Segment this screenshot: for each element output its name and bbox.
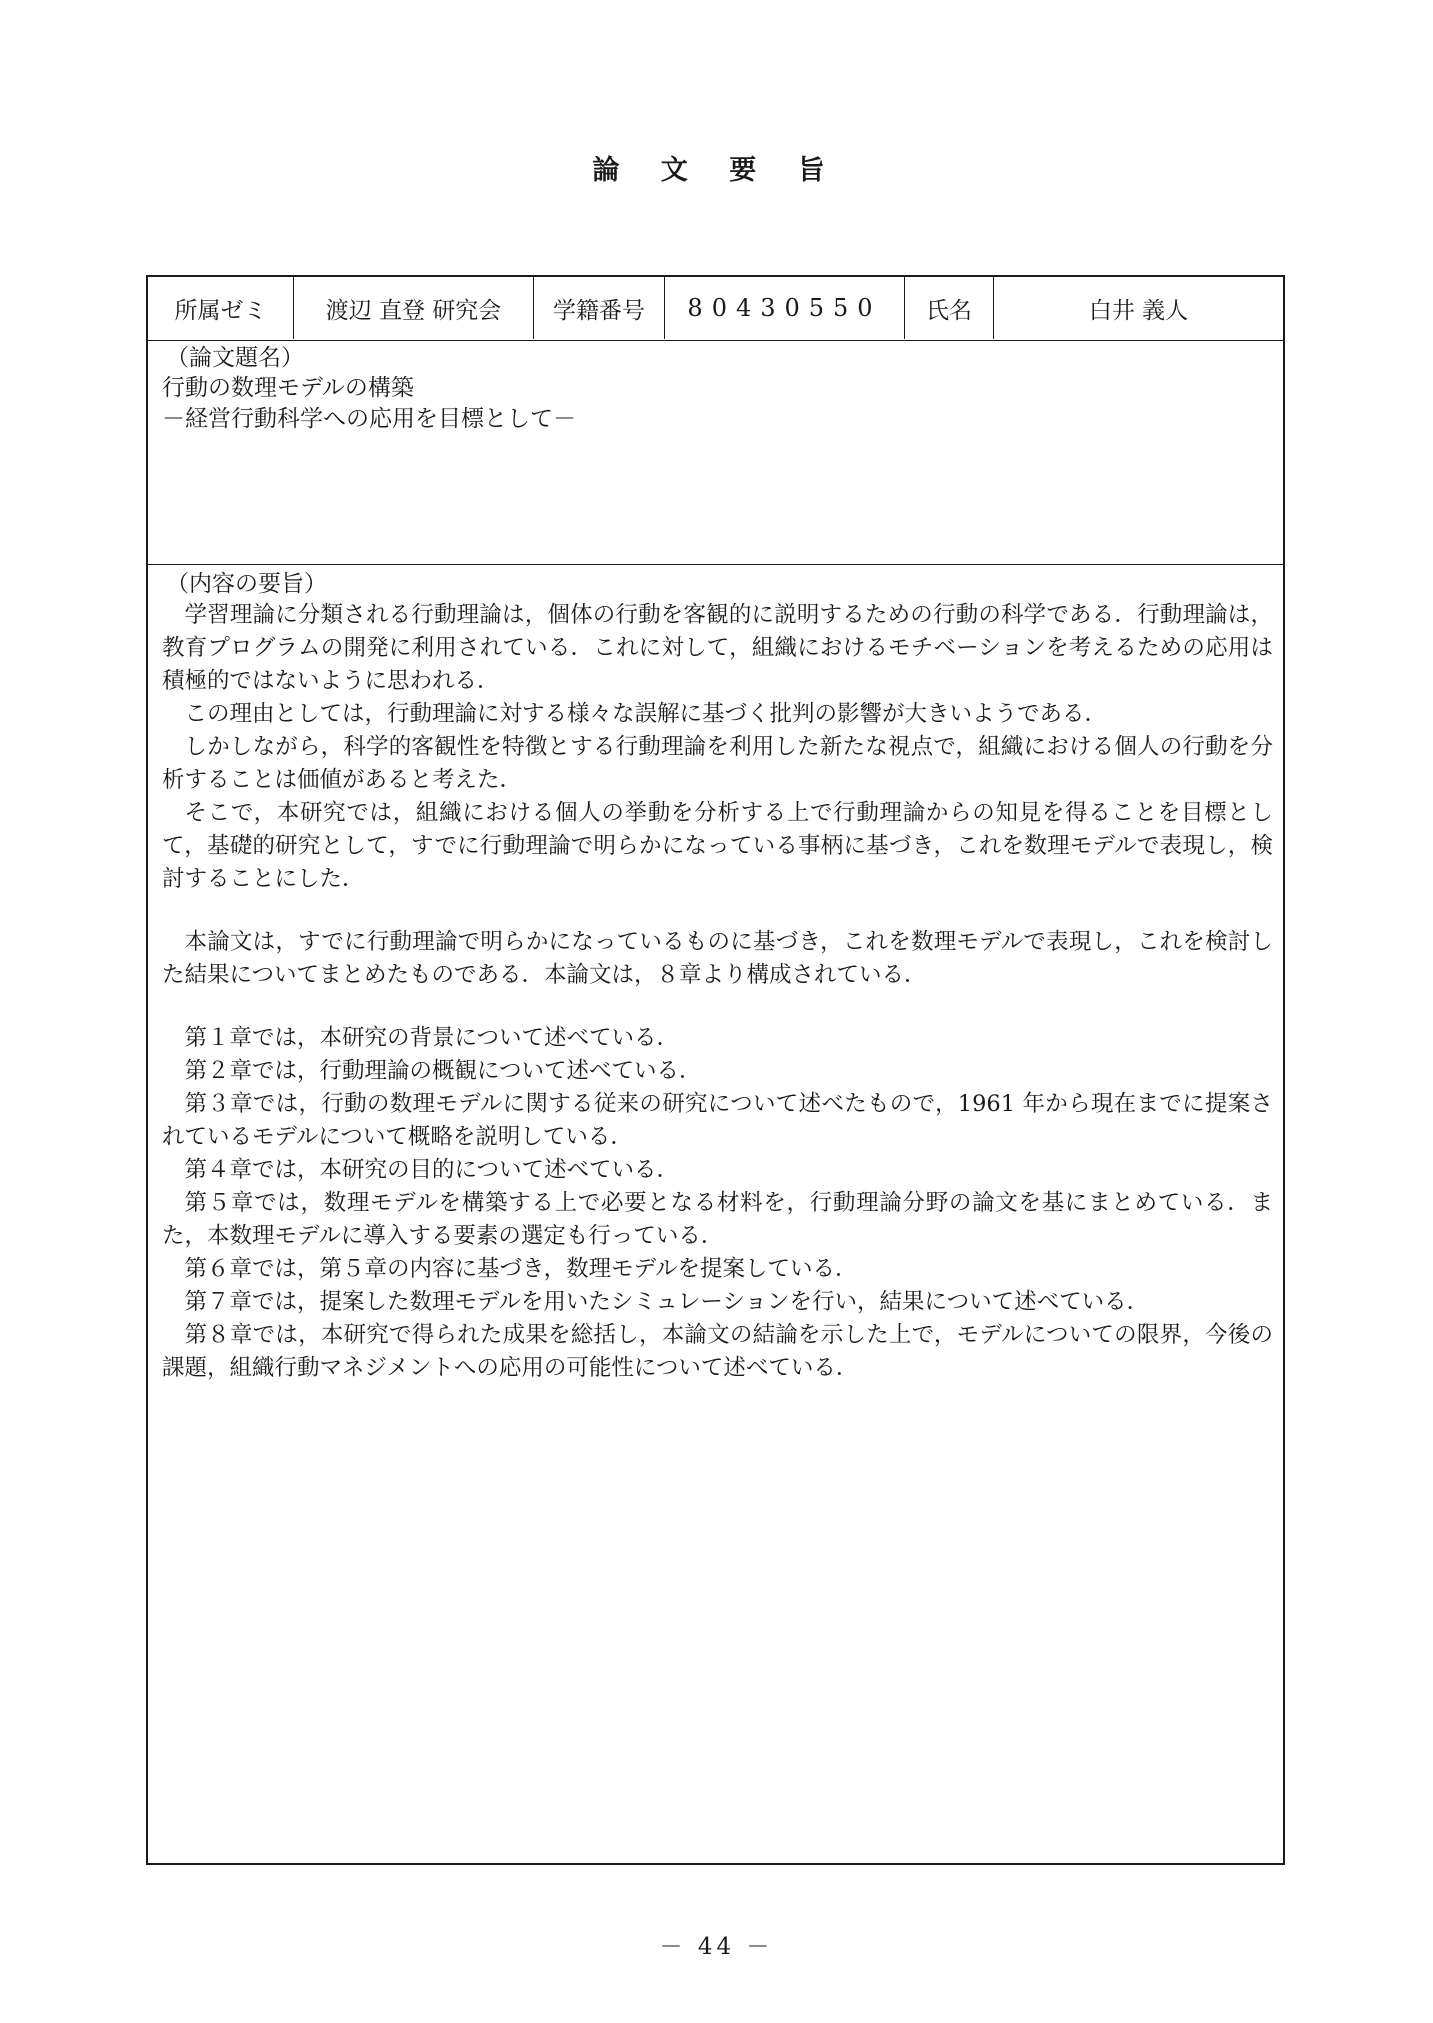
- thesis-title-label: （論文題名）: [166, 345, 304, 371]
- chapter-summary: 第４章では，本研究の目的について述べている．: [184, 1157, 680, 1183]
- seminar-label: 所属ゼミ: [148, 277, 294, 339]
- thesis-main-title: 行動の数理モデルの構築: [162, 375, 414, 401]
- info-header-row: [148, 277, 1283, 341]
- abstract-label: （内容の要旨）: [166, 571, 327, 597]
- student-id-value: 80430550: [665, 277, 905, 339]
- chapter-summary: 第７章では，提案した数理モデルを用いたシミュレーションを行い，結果について述べている．: [184, 1289, 1150, 1315]
- page-number: － 44 －: [659, 1934, 774, 1960]
- abstract-form: [146, 275, 1285, 1865]
- thesis-subtitle: －経営行動科学への応用を目標として－: [162, 406, 576, 432]
- paragraph-spacer: [162, 896, 1273, 926]
- name-label: 氏名: [905, 277, 994, 339]
- abstract-section: [148, 565, 1283, 1385]
- chapter-summary: 第１章では，本研究の背景について述べている．: [184, 1025, 680, 1051]
- chapter-summary: 第５章では，数理モデルを構築する上で必要となる材料を，行動理論分野の論文を基にまとめている．また，本数理モデルに導入する要素の選定も行っている．: [162, 1190, 1273, 1249]
- chapter-summary: 第２章では，行動理論の概観について述べている．: [184, 1058, 702, 1084]
- abstract-paragraph: この理由としては，行動理論に対する様々な誤解に基づく批判の影響が大きいようである．: [184, 701, 1108, 727]
- paragraph-spacer: [162, 992, 1273, 1022]
- seminar-value: 渡辺 直登 研究会: [294, 277, 534, 339]
- structure-paragraph: 本論文は，すでに行動理論で明らかになっているものに基づき，これを数理モデルで表現し，これを検討した結果についてまとめたものである．本論文は，８章より構成されている．: [162, 929, 1273, 988]
- name-value: 白井 義人: [1088, 297, 1189, 324]
- thesis-title-section: [148, 341, 1283, 565]
- chapter-summary: 第８章では，本研究で得られた成果を総括し，本論文の結論を示した上で，モデルについての限界，今後の課題，組織行動マネジメントへの応用の可能性について述べている．: [162, 1322, 1273, 1381]
- abstract-paragraph: 学習理論に分類される行動理論は，個体の行動を客観的に説明するための行動の科学である．行動理論は，教育プログラムの開発に利用されている．これに対して，組織におけるモチベーションを考えるための応用は積極的ではないように思われる．: [162, 602, 1273, 694]
- document-title: 論 文 要 旨: [592, 155, 841, 186]
- abstract-paragraph: そこで，本研究では，組織における個人の挙動を分析する上で行動理論からの知見を得ることを目標として，基礎的研究として，すでに行動理論で明らかになっている事柄に基づき，これを数理モデルで表現し，検討することにした．: [162, 800, 1273, 892]
- student-id-label: 学籍番号: [534, 277, 665, 339]
- chapter-summary: 第３章では，行動の数理モデルに関する従来の研究について述べたもので，1961 年から現在までに提案されているモデルについて概略を説明している．: [162, 1091, 1273, 1150]
- abstract-paragraph: しかしながら，科学的客観性を特徴とする行動理論を利用した新たな視点で，組織における個人の行動を分析することは価値があると考えた．: [162, 734, 1273, 793]
- chapter-summary: 第６章では，第５章の内容に基づき，数理モデルを提案している．: [184, 1256, 858, 1282]
